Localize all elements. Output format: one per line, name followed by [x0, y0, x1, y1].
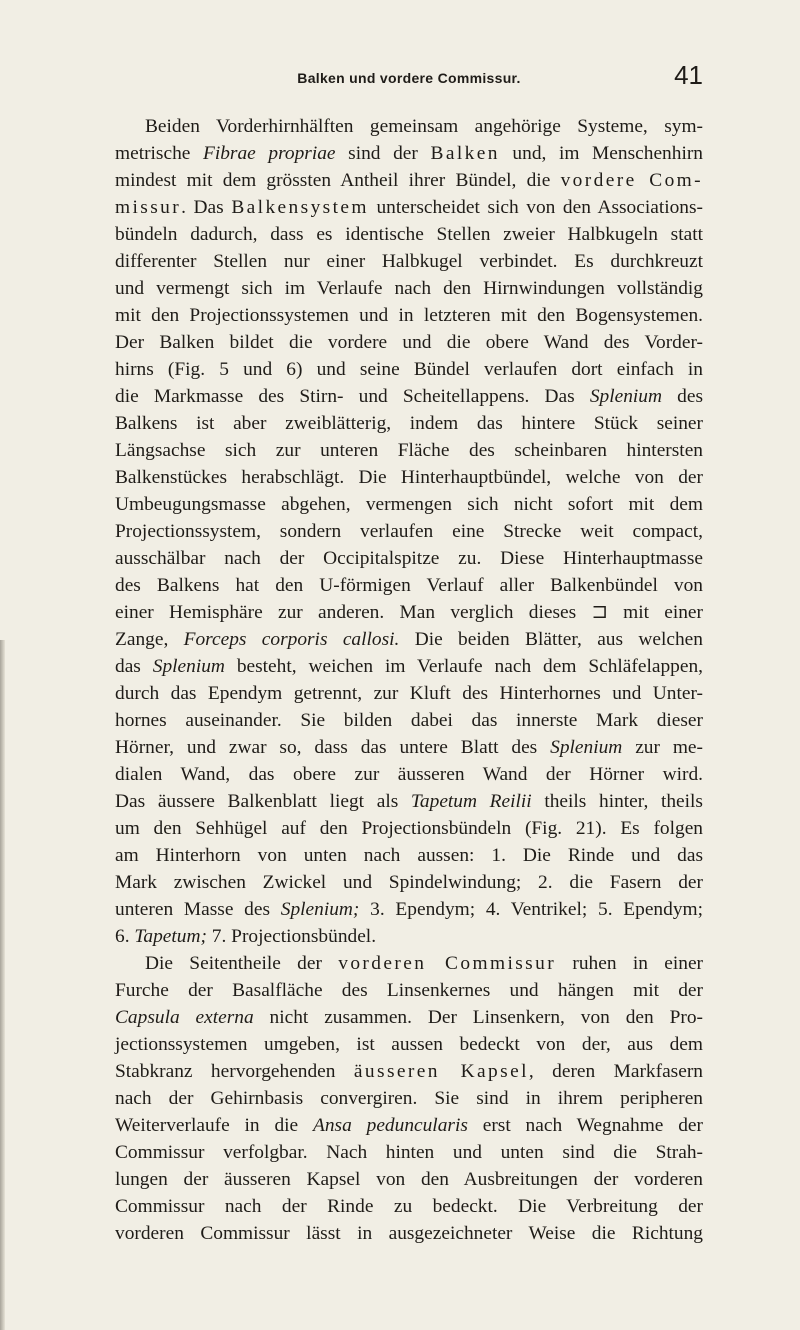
spaced-term: Balken — [430, 143, 500, 164]
text-run: nicht zusammen. Der Linsenkern, von den Pro- — [253, 1007, 703, 1028]
text-line — [115, 1058, 703, 1085]
spaced-term: vordere Com- — [560, 170, 703, 191]
text-run: Projectionssystem, sondern verlaufen eine Strecke weit compact, — [115, 521, 703, 542]
text-run: nach der Gehirnbasis convergiren. Sie sind in ihrem peripheren — [115, 1088, 703, 1109]
text-line — [115, 761, 703, 788]
text-line — [115, 1193, 703, 1220]
text-run: ausschälbar nach der Occipitalspitze zu. Diese Hinterhauptmasse — [115, 548, 703, 569]
text-line — [115, 1085, 703, 1112]
text-run: Hörner, und zwar so, dass das untere Blatt des — [115, 737, 551, 758]
text-run: vorderen Commissur lässt in ausgezeichneter Weise die Richtung — [115, 1223, 703, 1244]
text-run: 3. Ependym; 4. Ventrikel; 5. Ependym; — [359, 899, 703, 920]
italic-term: Capsula externa — [115, 1007, 254, 1028]
italic-term: Fibrae propriae — [203, 143, 336, 164]
text-line — [115, 977, 703, 1004]
text-run: hirns (Fig. 5 und 6) und seine Bündel verlaufen dort einfach in — [115, 359, 703, 380]
text-run: mindest mit dem grössten Antheil ihrer Bündel, die — [115, 170, 561, 191]
text-line — [115, 734, 703, 761]
text-run: das — [115, 656, 153, 677]
text-line — [115, 1220, 703, 1247]
italic-term: Splenium — [152, 656, 225, 677]
text-run: Zange, — [115, 629, 184, 650]
text-line — [115, 329, 703, 356]
italic-term: Ansa peduncularis — [313, 1115, 468, 1136]
text-line — [115, 437, 703, 464]
text-line — [115, 1139, 703, 1166]
text-run: Mark zwischen Zwickel und Spindelwindung; 2. die Fasern der — [115, 872, 703, 893]
text-run: zur me- — [622, 737, 703, 758]
text-run: Der Balken bildet die vordere und die obere Wand des Vorder- — [115, 332, 703, 353]
text-run: einer Hemisphäre zur anderen. Man verglich dieses ⊐ mit einer — [115, 602, 703, 623]
spaced-term: missur — [115, 197, 182, 218]
italic-term: Splenium; — [280, 899, 360, 920]
text-run: Beiden Vorderhirnhälften gemeinsam angehörige Systeme, sym- — [145, 116, 703, 137]
text-line — [115, 680, 703, 707]
text-run: hornes auseinander. Sie bilden dabei das innerste Mark dieser — [115, 710, 703, 731]
text-run: und, im Menschenhirn — [499, 143, 703, 164]
page-header — [115, 60, 703, 100]
text-line — [115, 950, 703, 977]
text-line — [115, 221, 703, 248]
text-line — [115, 464, 703, 491]
text-run: um den Sehhügel auf den Projectionsbündeln (Fig. 21). Es folgen — [115, 818, 703, 839]
text-run: metrische — [115, 143, 203, 164]
text-line — [115, 572, 703, 599]
text-line — [115, 248, 703, 275]
text-line — [115, 869, 703, 896]
text-run: Commissur verfolgbar. Nach hinten und unten sind die Strah- — [115, 1142, 703, 1163]
text-line — [115, 653, 703, 680]
text-run: Längsachse sich zur unteren Fläche des scheinbaren hintersten — [115, 440, 703, 461]
text-line — [115, 626, 703, 653]
text-run: Die beiden Blätter, aus welchen — [399, 629, 703, 650]
text-line — [115, 599, 703, 626]
text-line — [115, 1004, 703, 1031]
text-run: bündeln dadurch, dass es identische Stellen zweier Halbkugeln statt — [115, 224, 703, 245]
text-line — [115, 194, 703, 221]
running-head: Balken und vordere Commissur. — [297, 70, 521, 86]
text-run: 7. Projectionsbündel. — [206, 926, 377, 947]
text-run: 6. — [115, 926, 135, 947]
text-line — [115, 1166, 703, 1193]
text-run: dialen Wand, das obere zur äusseren Wand der Hörner wird. — [115, 764, 703, 785]
text-run: Commissur nach der Rinde zu bedeckt. Die Verbreitung der — [115, 1196, 703, 1217]
text-run: unterscheidet sich von den Associations- — [368, 197, 704, 218]
text-run: theils hinter, theils — [531, 791, 703, 812]
italic-term: Splenium — [550, 737, 623, 758]
text-run: Balkenstückes herabschlägt. Die Hinterhauptbündel, welche von der — [115, 467, 703, 488]
text-run: Umbeugungsmasse abgehen, vermengen sich nicht sofort mit dem — [115, 494, 703, 515]
text-line — [115, 518, 703, 545]
text-line — [115, 842, 703, 869]
text-line — [115, 1112, 703, 1139]
text-run: Balkens ist aber zweiblätterig, indem das hintere Stück seiner — [115, 413, 703, 434]
text-line — [115, 113, 703, 140]
text-line — [115, 167, 703, 194]
text-line — [115, 815, 703, 842]
text-line — [115, 302, 703, 329]
page-number: 41 — [674, 60, 703, 90]
text-run: Die Seitentheile der — [145, 953, 339, 974]
text-line — [115, 896, 703, 923]
text-run: mit den Projectionssystemen und in letzteren mit den Bogensystemen. — [115, 305, 703, 326]
text-run: jectionssystemen umgeben, ist aussen bedeckt von der, aus dem — [115, 1034, 703, 1055]
text-run: und vermengt sich im Verlaufe nach den Hirnwindungen vollständig — [115, 278, 703, 299]
text-run: des — [662, 386, 704, 407]
text-run: differenter Stellen nur einer Halbkugel verbindet. Es durchkreuzt — [115, 251, 703, 272]
spaced-term: äusseren Kapsel — [353, 1061, 529, 1082]
text-run: , deren Markfasern — [528, 1061, 703, 1082]
text-run: Weiterverlaufe in die — [115, 1115, 313, 1136]
text-run: sind der — [335, 143, 431, 164]
text-line — [115, 923, 703, 950]
page-edge-shadow — [0, 640, 5, 1330]
text-line — [115, 788, 703, 815]
text-run: erst nach Wegnahme der — [467, 1115, 703, 1136]
spaced-term: Balkensystem — [231, 197, 369, 218]
italic-term: Tapetum Reilii — [410, 791, 532, 812]
text-line — [115, 545, 703, 572]
body-text — [115, 113, 703, 1247]
text-run: Das äussere Balkenblatt liegt als — [115, 791, 411, 812]
text-line — [115, 1031, 703, 1058]
text-run: unteren Masse des — [115, 899, 281, 920]
text-run: des Balkens hat den U-förmigen Verlauf aller Balkenbündel von — [115, 575, 703, 596]
text-line — [115, 140, 703, 167]
text-run: Furche der Basalfläche des Linsenkernes und hängen mit der — [115, 980, 703, 1001]
text-line — [115, 491, 703, 518]
text-line — [115, 707, 703, 734]
text-line — [115, 275, 703, 302]
italic-term: Splenium — [589, 386, 663, 407]
text-run: lungen der äusseren Kapsel von den Ausbreitungen der vorderen — [115, 1169, 703, 1190]
text-line — [115, 410, 703, 437]
italic-term: Forceps corporis callosi. — [183, 629, 400, 650]
text-line — [115, 356, 703, 383]
text-run: besteht, weichen im Verlaufe nach dem Schläfelappen, — [224, 656, 703, 677]
text-run: . Das — [181, 197, 232, 218]
text-run: ruhen in einer — [556, 953, 704, 974]
text-run: Stabkranz hervorgehenden — [115, 1061, 354, 1082]
spaced-term: vorderen Commissur — [338, 953, 557, 974]
text-run: am Hinterhorn von unten nach aussen: 1. Die Rinde und das — [115, 845, 703, 866]
italic-term: Tapetum; — [134, 926, 207, 947]
text-line — [115, 383, 703, 410]
text-run: durch das Ependym getrennt, zur Kluft des Hinterhornes und Unter- — [115, 683, 703, 704]
text-run: die Markmasse des Stirn- und Scheitellappens. Das — [115, 386, 590, 407]
